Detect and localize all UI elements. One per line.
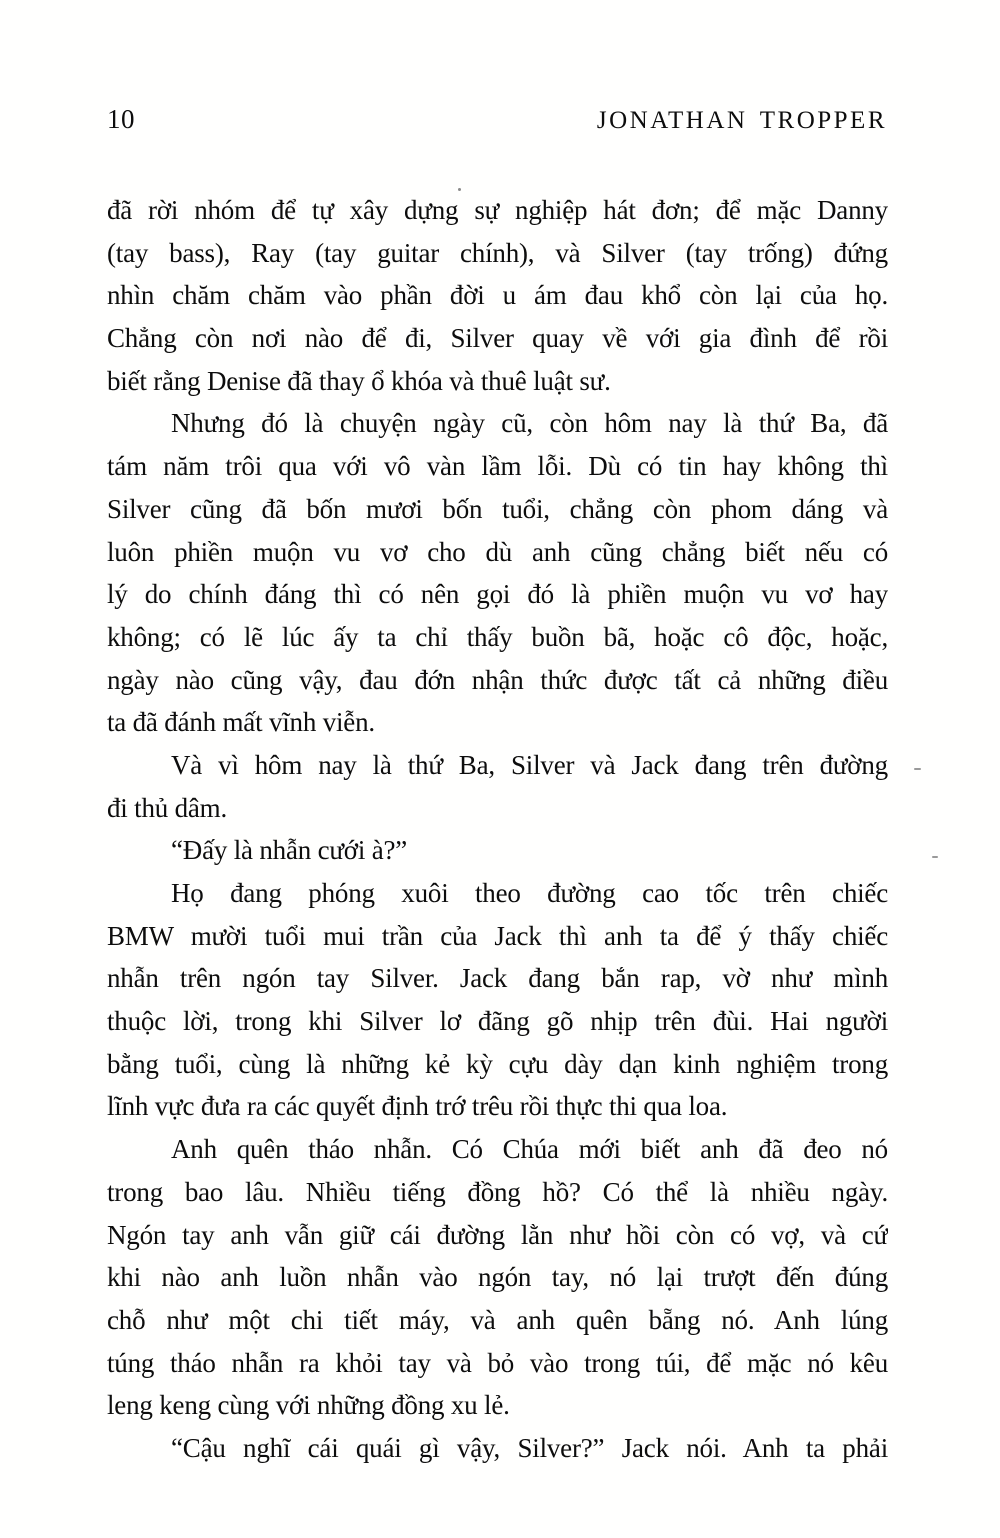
text-line: Họ đang phóng xuôi theo đường cao tốc trên chiếc	[171, 878, 888, 908]
text-line: thuộc lời, trong khi Silver lơ đãng gõ nhịp trên đùi. Hai người	[107, 1006, 888, 1037]
text-line: khi nào anh luồn nhẫn vào ngón tay, nó lại trượt đến đúng	[107, 1262, 888, 1293]
text-line: bằng tuổi, cùng là những kẻ kỳ cựu dày dạn kinh nghiệm trong	[107, 1048, 888, 1079]
text-line: túng tháo nhẫn ra khỏi tay và bỏ vào trong túi, để mặc nó kêu	[107, 1347, 888, 1378]
paragraph	[107, 402, 888, 744]
paragraph	[107, 829, 888, 872]
text-line: (tay bass), Ray (tay guitar chính), và Silver (tay trống) đứng	[107, 237, 888, 268]
paragraph	[107, 872, 888, 1128]
text-line: Nhưng đó là chuyện ngày cũ, còn hôm nay là thứ Ba, đã	[171, 408, 888, 439]
scan-speck	[932, 856, 938, 858]
text-line: lý do chính đáng thì có nên gọi đó là phiền muộn vu vơ hay	[107, 579, 888, 610]
text-line: đã rời nhóm để tự xây dựng sự nghiệp hát đơn; để mặc Danny	[107, 195, 888, 225]
text-line: BMW mười tuổi mui trần của Jack thì anh ta để ý thấy chiếc	[107, 920, 888, 951]
text-line: nhìn chăm chăm vào phần đời u ám đau khổ còn lại của họ.	[107, 280, 888, 311]
text-line: chỗ như một chi tiết máy, và anh quên bẵng nó. Anh lúng	[107, 1304, 888, 1335]
text-line: biết rằng Denise đã thay ổ khóa và thuê luật sư.	[107, 365, 611, 396]
text-line: trong bao lâu. Nhiều tiếng đồng hồ? Có thể là nhiều ngày.	[107, 1176, 888, 1207]
text-line: leng keng cùng với những đồng xu lẻ.	[107, 1390, 510, 1421]
text-line: Và vì hôm nay là thứ Ba, Silver và Jack đang trên đường	[171, 749, 888, 780]
body-text	[107, 189, 888, 1470]
page-number: 10	[107, 104, 135, 134]
text-line: không; có lẽ lúc ấy ta chỉ thấy buồn bã, hoặc cô độc, hoặc,	[107, 621, 888, 652]
text-line: tám năm trôi qua với vô vàn lầm lỗi. Dù có tin hay không thì	[107, 451, 888, 482]
running-header-title: JONATHAN TROPPER	[596, 107, 887, 134]
text-line: Silver cũng đã bốn mươi bốn tuổi, chẳng còn phom dáng và	[107, 493, 888, 524]
text-line: nhẫn trên ngón tay Silver. Jack đang bắn rap, vờ như mình	[107, 963, 888, 994]
text-line: “Cậu nghĩ cái quái gì vậy, Silver?” Jack nói. Anh ta phải	[171, 1432, 888, 1463]
text-line: Ngón tay anh vẫn giữ cái đường lằn như hồi còn có vợ, và cứ	[107, 1219, 888, 1250]
paragraph	[107, 1427, 888, 1470]
paragraph	[107, 1128, 888, 1427]
text-line: ta đã đánh mất vĩnh viễn.	[107, 707, 375, 738]
scan-speck	[458, 188, 461, 191]
text-line: đi thủ dâm.	[107, 792, 228, 823]
paragraph	[107, 744, 888, 829]
text-line: lĩnh vực đưa ra các quyết định trớ trêu rồi thực thi qua loa.	[107, 1091, 728, 1122]
text-line: ngày nào cũng vậy, đau đớn nhận thức được tất cả những điều	[107, 664, 888, 695]
text-line: luôn phiền muộn vu vơ cho dù anh cũng chẳng biết nếu có	[107, 536, 888, 567]
text-line: Anh quên tháo nhẫn. Có Chúa mới biết anh đã đeo nó	[171, 1134, 888, 1165]
paragraph	[107, 189, 888, 402]
running-head	[107, 104, 887, 135]
scan-speck	[914, 768, 921, 770]
text-line: Chẳng còn nơi nào để đi, Silver quay về với gia đình để rồi	[107, 323, 888, 354]
text-line: “Đấy là nhẫn cưới à?”	[171, 835, 408, 866]
